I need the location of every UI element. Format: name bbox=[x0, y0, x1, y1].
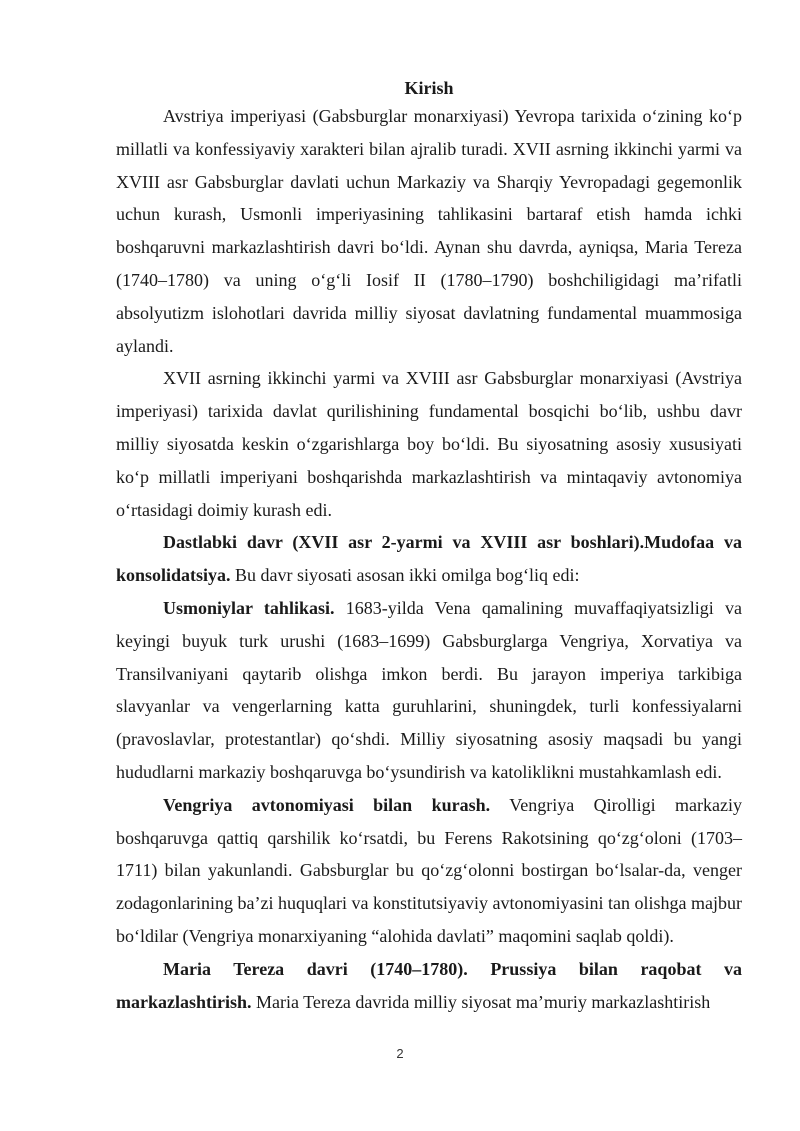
paragraph-text: XVII asrning ikkinchi yarmi va XVIII asr Gabsburglar monarxiyasi (Avstriya imperiyasi) tarixida davlat qurilishining fundamental bosqichi bo‘lib, ushbu davr milliy siyosatda keskin o‘zgarishlarga boy bo‘ldi. Bu siyosatning asosiy xususiyati ko‘p millatli imperiyani boshqarishda markazlashtirish va mintaqaviy avtonomiya o‘rtasidagi doimiy kurash edi. bbox=[116, 368, 742, 520]
paragraph-maria-tereza bbox=[116, 953, 742, 1019]
paragraph-intro bbox=[116, 100, 742, 362]
paragraph-ottoman-threat bbox=[116, 592, 742, 789]
paragraph-heading: Dastlabki davr (XVII asr 2-yarmi va XVIII asr boshlari).Mudofaa va konsolidatsiya. bbox=[116, 532, 742, 586]
paragraph-text: Avstriya imperiyasi (Gabsburglar monarxiyasi) Yevropa tarixida o‘zining ko‘p millatli va konfessiyaviy xarakteri bilan ajralib turadi. XVII asrning ikkinchi yarmi va XVIII asr Gabsburglar davlati uchun Markaziy va Sharqiy Yevropadagi gegemonlik uchun kurash, Usmonli imperiyasining tahlikasini bartaraf etish hamda ichki boshqaruvni markazlashtirish davri bo‘ldi. Aynan shu davrda, ayniqsa, Maria Tereza (1740–1780) va uning o‘g‘li Iosif II (1780–1790) boshchiligidagi ma’rifatli absolyutizm islohotlari davrida milliy siyosat davlatning fundamental muammosiga aylandi. bbox=[116, 106, 742, 356]
paragraph-text: 1683-yilda Vena qamalining muvaffaqiyatsizligi va keyingi buyuk turk urushi (1683–1699) Gabsburglarga Vengriya, Xorvatiya va Transilvaniyani qaytarib olishga imkon berdi. Bu jarayon imperiya tarkibiga slavyanlar va vengerlarning katta guruhlarini, shuningdek, turli konfessiyalarni (pravoslavlar, protestantlar) qo‘shdi. Milliy siyosatning asosiy maqsadi bu yangi hududlarni markaziy boshqaruvga bo‘ysundirish va katoliklikni mustahkamlash edi. bbox=[116, 597, 743, 782]
paragraph-heading: Vengriya avtonomiyasi bilan kurash. bbox=[163, 794, 491, 815]
paragraph-hungary-autonomy bbox=[116, 789, 742, 953]
paragraph-text: Vengriya Qirolligi markaziy boshqaruvga qattiq qarshilik ko‘rsatdi, bu Ferens Rakotsining qo‘zg‘oloni (1703–1711) bilan yakunlandi. Gabsburglar bu qo‘zg‘olonni bostirgan bo‘lsalar-da, venger zodagonlarining ba’zi huquqlari va konstitutsiyaviy avtonomiyasini tan olishga majbur bo‘ldilar (Vengriya monarxiyaning “alohida davlati” maqomini saqlab qoldi). bbox=[116, 794, 742, 946]
document-title: Kirish bbox=[404, 78, 454, 98]
document-page bbox=[116, 76, 742, 1018]
paragraph-text: Maria Tereza davrida milliy siyosat ma’muriy markazlashtirish bbox=[251, 991, 711, 1012]
paragraph-early-period bbox=[116, 526, 742, 592]
paragraph-overview bbox=[116, 362, 742, 526]
paragraph-heading: Usmoniylar tahlikasi. bbox=[163, 597, 335, 618]
paragraph-text: Bu davr siyosati asosan ikki omilga bog‘liq edi: bbox=[230, 565, 580, 586]
paragraph-heading: Maria Tereza davri (1740–1780). Prussiya bilan raqobat va markazlashtirish. bbox=[116, 958, 742, 1012]
page-number: 2 bbox=[396, 1046, 404, 1061]
